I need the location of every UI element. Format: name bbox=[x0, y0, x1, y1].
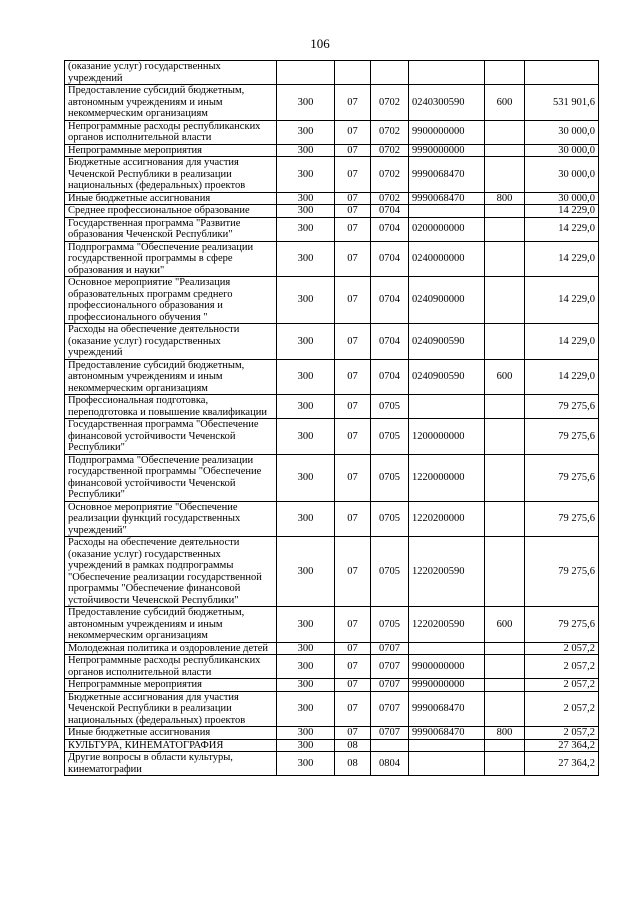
row-pr-cell bbox=[371, 61, 409, 85]
row-pr-cell: 0705 bbox=[371, 419, 409, 455]
row-csr-cell: 0200000000 bbox=[409, 217, 485, 241]
row-ved-cell: 300 bbox=[277, 454, 335, 501]
table-row bbox=[65, 607, 599, 643]
row-vr-cell bbox=[485, 144, 525, 157]
row-vr-cell bbox=[485, 277, 525, 324]
row-csr-cell bbox=[409, 205, 485, 218]
row-vr-cell bbox=[485, 752, 525, 776]
row-sum-cell: 79 275,6 bbox=[525, 537, 599, 607]
row-sum-cell: 2 057,2 bbox=[525, 691, 599, 727]
table-row bbox=[65, 691, 599, 727]
row-rz-cell: 07 bbox=[335, 120, 371, 144]
row-rz-cell: 07 bbox=[335, 501, 371, 537]
row-sum-cell: 30 000,0 bbox=[525, 157, 599, 193]
row-vr-cell: 800 bbox=[485, 192, 525, 205]
row-rz-cell: 07 bbox=[335, 241, 371, 277]
budget-table-body bbox=[65, 61, 599, 776]
row-csr-cell: 0240300590 bbox=[409, 85, 485, 121]
row-name-cell: КУЛЬТУРА, КИНЕМАТОГРАФИЯ bbox=[65, 739, 277, 752]
row-rz-cell: 07 bbox=[335, 359, 371, 395]
row-sum-cell: 27 364,2 bbox=[525, 739, 599, 752]
row-ved-cell: 300 bbox=[277, 144, 335, 157]
row-vr-cell bbox=[485, 642, 525, 655]
row-vr-cell bbox=[485, 217, 525, 241]
row-pr-cell: 0705 bbox=[371, 607, 409, 643]
row-pr-cell: 0707 bbox=[371, 691, 409, 727]
row-ved-cell: 300 bbox=[277, 655, 335, 679]
row-csr-cell bbox=[409, 395, 485, 419]
table-row bbox=[65, 395, 599, 419]
row-sum-cell: 14 229,0 bbox=[525, 277, 599, 324]
row-name-cell: Подпрограмма "Обеспечение реализации государственной программы "Обеспечение финансовой устойчивости Чеченской Республики" bbox=[65, 454, 277, 501]
row-csr-cell bbox=[409, 739, 485, 752]
row-rz-cell: 07 bbox=[335, 192, 371, 205]
row-rz-cell: 07 bbox=[335, 157, 371, 193]
row-name-cell: Бюджетные ассигнования для участия Чеченской Республики в реализации национальных (федеральных) проектов bbox=[65, 691, 277, 727]
table-row bbox=[65, 655, 599, 679]
table-row bbox=[65, 120, 599, 144]
row-sum-cell bbox=[525, 61, 599, 85]
row-ved-cell: 300 bbox=[277, 205, 335, 218]
row-csr-cell: 9990000000 bbox=[409, 679, 485, 692]
row-pr-cell: 0707 bbox=[371, 727, 409, 740]
table-row bbox=[65, 192, 599, 205]
row-name-cell: Основное мероприятие "Обеспечение реализации функций государственных учреждений" bbox=[65, 501, 277, 537]
row-csr-cell: 9990000000 bbox=[409, 144, 485, 157]
table-row bbox=[65, 359, 599, 395]
table-row bbox=[65, 277, 599, 324]
row-name-cell: Подпрограмма "Обеспечение реализации государственной программы в сфере образования и науки" bbox=[65, 241, 277, 277]
row-ved-cell: 300 bbox=[277, 679, 335, 692]
row-pr-cell: 0702 bbox=[371, 157, 409, 193]
row-ved-cell: 300 bbox=[277, 359, 335, 395]
row-csr-cell: 1220200000 bbox=[409, 501, 485, 537]
row-rz-cell: 07 bbox=[335, 691, 371, 727]
row-sum-cell: 79 275,6 bbox=[525, 501, 599, 537]
row-rz-cell: 07 bbox=[335, 454, 371, 501]
row-name-cell: Непрограммные расходы республиканских органов исполнительной власти bbox=[65, 120, 277, 144]
row-ved-cell: 300 bbox=[277, 607, 335, 643]
row-ved-cell: 300 bbox=[277, 241, 335, 277]
row-ved-cell: 300 bbox=[277, 157, 335, 193]
table-row bbox=[65, 241, 599, 277]
row-ved-cell: 300 bbox=[277, 727, 335, 740]
row-pr-cell: 0705 bbox=[371, 395, 409, 419]
row-vr-cell bbox=[485, 454, 525, 501]
row-sum-cell: 30 000,0 bbox=[525, 192, 599, 205]
row-vr-cell bbox=[485, 739, 525, 752]
row-rz-cell: 07 bbox=[335, 277, 371, 324]
row-ved-cell bbox=[277, 61, 335, 85]
row-pr-cell: 0704 bbox=[371, 324, 409, 360]
table-row bbox=[65, 144, 599, 157]
row-vr-cell bbox=[485, 679, 525, 692]
row-rz-cell: 07 bbox=[335, 144, 371, 157]
table-row bbox=[65, 537, 599, 607]
row-rz-cell: 07 bbox=[335, 419, 371, 455]
row-csr-cell: 0240900000 bbox=[409, 277, 485, 324]
row-sum-cell: 79 275,6 bbox=[525, 395, 599, 419]
row-vr-cell bbox=[485, 241, 525, 277]
page-number: 106 bbox=[310, 36, 330, 51]
row-name-cell: Другие вопросы в области культуры, кинематографии bbox=[65, 752, 277, 776]
row-csr-cell: 0240900590 bbox=[409, 359, 485, 395]
row-csr-cell bbox=[409, 61, 485, 85]
row-name-cell: Непрограммные расходы республиканских органов исполнительной власти bbox=[65, 655, 277, 679]
row-ved-cell: 300 bbox=[277, 691, 335, 727]
row-sum-cell: 27 364,2 bbox=[525, 752, 599, 776]
table-row bbox=[65, 61, 599, 85]
row-rz-cell: 07 bbox=[335, 217, 371, 241]
row-vr-cell bbox=[485, 537, 525, 607]
row-rz-cell: 07 bbox=[335, 607, 371, 643]
row-name-cell: Расходы на обеспечение деятельности (оказание услуг) государственных учреждений bbox=[65, 324, 277, 360]
row-rz-cell: 07 bbox=[335, 395, 371, 419]
row-pr-cell: 0707 bbox=[371, 642, 409, 655]
row-csr-cell bbox=[409, 752, 485, 776]
row-sum-cell: 2 057,2 bbox=[525, 727, 599, 740]
table-row bbox=[65, 642, 599, 655]
row-csr-cell: 0240000000 bbox=[409, 241, 485, 277]
row-vr-cell bbox=[485, 501, 525, 537]
row-ved-cell: 300 bbox=[277, 120, 335, 144]
row-pr-cell: 0702 bbox=[371, 120, 409, 144]
row-sum-cell: 2 057,2 bbox=[525, 655, 599, 679]
row-pr-cell: 0702 bbox=[371, 85, 409, 121]
row-csr-cell: 9990068470 bbox=[409, 192, 485, 205]
row-pr-cell: 0702 bbox=[371, 192, 409, 205]
row-csr-cell: 1220200590 bbox=[409, 537, 485, 607]
row-pr-cell: 0707 bbox=[371, 679, 409, 692]
row-csr-cell: 9990068470 bbox=[409, 691, 485, 727]
row-sum-cell: 30 000,0 bbox=[525, 120, 599, 144]
table-row bbox=[65, 501, 599, 537]
row-name-cell: Предоставление субсидий бюджетным, автономным учреждениям и иным некоммерческим организациям bbox=[65, 359, 277, 395]
row-pr-cell: 0705 bbox=[371, 501, 409, 537]
row-name-cell: Среднее профессиональное образование bbox=[65, 205, 277, 218]
row-vr-cell bbox=[485, 120, 525, 144]
table-row bbox=[65, 739, 599, 752]
row-sum-cell: 14 229,0 bbox=[525, 205, 599, 218]
table-row bbox=[65, 85, 599, 121]
row-rz-cell: 08 bbox=[335, 752, 371, 776]
row-ved-cell: 300 bbox=[277, 217, 335, 241]
row-pr-cell: 0704 bbox=[371, 241, 409, 277]
row-vr-cell bbox=[485, 691, 525, 727]
row-sum-cell: 79 275,6 bbox=[525, 607, 599, 643]
row-sum-cell: 531 901,6 bbox=[525, 85, 599, 121]
row-csr-cell: 1220200590 bbox=[409, 607, 485, 643]
table-row bbox=[65, 324, 599, 360]
row-rz-cell bbox=[335, 61, 371, 85]
table-row bbox=[65, 217, 599, 241]
row-name-cell: Основное мероприятие "Реализация образовательных программ среднего профессионального образования и профессионального обучения " bbox=[65, 277, 277, 324]
row-vr-cell bbox=[485, 61, 525, 85]
row-sum-cell: 14 229,0 bbox=[525, 324, 599, 360]
row-csr-cell: 9900000000 bbox=[409, 120, 485, 144]
row-csr-cell: 1220000000 bbox=[409, 454, 485, 501]
row-vr-cell: 600 bbox=[485, 85, 525, 121]
row-sum-cell: 30 000,0 bbox=[525, 144, 599, 157]
budget-table bbox=[64, 60, 599, 776]
row-ved-cell: 300 bbox=[277, 642, 335, 655]
row-csr-cell: 9990068470 bbox=[409, 727, 485, 740]
row-csr-cell: 9900000000 bbox=[409, 655, 485, 679]
row-vr-cell bbox=[485, 205, 525, 218]
row-name-cell: Молодежная политика и оздоровление детей bbox=[65, 642, 277, 655]
row-pr-cell: 0704 bbox=[371, 205, 409, 218]
row-csr-cell: 1200000000 bbox=[409, 419, 485, 455]
row-name-cell: Государственная программа "Развитие образования Чеченской Республики" bbox=[65, 217, 277, 241]
row-pr-cell: 0702 bbox=[371, 144, 409, 157]
row-ved-cell: 300 bbox=[277, 85, 335, 121]
row-rz-cell: 07 bbox=[335, 679, 371, 692]
table-row bbox=[65, 157, 599, 193]
row-rz-cell: 08 bbox=[335, 739, 371, 752]
table-row bbox=[65, 205, 599, 218]
table-row bbox=[65, 419, 599, 455]
row-csr-cell: 9990068470 bbox=[409, 157, 485, 193]
row-vr-cell: 800 bbox=[485, 727, 525, 740]
row-name-cell: Расходы на обеспечение деятельности (оказание услуг) государственных учреждений в рамках подпрограммы "Обеспечение реализации государственной программы "Обеспечение финансовой устойчивости Чеченской Республики" bbox=[65, 537, 277, 607]
row-rz-cell: 07 bbox=[335, 727, 371, 740]
row-sum-cell: 14 229,0 bbox=[525, 359, 599, 395]
row-ved-cell: 300 bbox=[277, 501, 335, 537]
row-vr-cell: 600 bbox=[485, 607, 525, 643]
row-pr-cell: 0704 bbox=[371, 217, 409, 241]
row-ved-cell: 300 bbox=[277, 419, 335, 455]
row-pr-cell bbox=[371, 739, 409, 752]
row-pr-cell: 0705 bbox=[371, 537, 409, 607]
row-rz-cell: 07 bbox=[335, 85, 371, 121]
row-ved-cell: 300 bbox=[277, 739, 335, 752]
row-csr-cell: 0240900590 bbox=[409, 324, 485, 360]
row-name-cell: Предоставление субсидий бюджетным, автономным учреждениям и иным некоммерческим организациям bbox=[65, 85, 277, 121]
row-ved-cell: 300 bbox=[277, 537, 335, 607]
row-ved-cell: 300 bbox=[277, 752, 335, 776]
table-row bbox=[65, 454, 599, 501]
row-vr-cell: 600 bbox=[485, 359, 525, 395]
row-sum-cell: 14 229,0 bbox=[525, 217, 599, 241]
row-ved-cell: 300 bbox=[277, 324, 335, 360]
row-ved-cell: 300 bbox=[277, 192, 335, 205]
row-rz-cell: 07 bbox=[335, 537, 371, 607]
row-vr-cell bbox=[485, 395, 525, 419]
row-name-cell: Непрограммные мероприятия bbox=[65, 679, 277, 692]
row-name-cell: Предоставление субсидий бюджетным, автономным учреждениям и иным некоммерческим организациям bbox=[65, 607, 277, 643]
row-name-cell: Профессиональная подготовка, переподготовка и повышение квалификации bbox=[65, 395, 277, 419]
row-sum-cell: 2 057,2 bbox=[525, 679, 599, 692]
table-row bbox=[65, 752, 599, 776]
row-rz-cell: 07 bbox=[335, 642, 371, 655]
row-name-cell: Государственная программа "Обеспечение финансовой устойчивости Чеченской Республики" bbox=[65, 419, 277, 455]
row-vr-cell bbox=[485, 655, 525, 679]
row-pr-cell: 0804 bbox=[371, 752, 409, 776]
row-rz-cell: 07 bbox=[335, 324, 371, 360]
row-sum-cell: 14 229,0 bbox=[525, 241, 599, 277]
row-name-cell: Иные бюджетные ассигнования bbox=[65, 727, 277, 740]
row-pr-cell: 0704 bbox=[371, 277, 409, 324]
row-vr-cell bbox=[485, 324, 525, 360]
row-ved-cell: 300 bbox=[277, 395, 335, 419]
row-vr-cell bbox=[485, 419, 525, 455]
row-sum-cell: 79 275,6 bbox=[525, 454, 599, 501]
row-csr-cell bbox=[409, 642, 485, 655]
row-pr-cell: 0707 bbox=[371, 655, 409, 679]
row-rz-cell: 07 bbox=[335, 655, 371, 679]
row-ved-cell: 300 bbox=[277, 277, 335, 324]
table-row bbox=[65, 727, 599, 740]
row-sum-cell: 2 057,2 bbox=[525, 642, 599, 655]
row-name-cell: Бюджетные ассигнования для участия Чеченской Республики в реализации национальных (федеральных) проектов bbox=[65, 157, 277, 193]
row-pr-cell: 0705 bbox=[371, 454, 409, 501]
row-name-cell: (оказание услуг) государственных учреждений bbox=[65, 61, 277, 85]
row-name-cell: Иные бюджетные ассигнования bbox=[65, 192, 277, 205]
row-pr-cell: 0704 bbox=[371, 359, 409, 395]
row-rz-cell: 07 bbox=[335, 205, 371, 218]
row-vr-cell bbox=[485, 157, 525, 193]
table-row bbox=[65, 679, 599, 692]
row-sum-cell: 79 275,6 bbox=[525, 419, 599, 455]
row-name-cell: Непрограммные мероприятия bbox=[65, 144, 277, 157]
